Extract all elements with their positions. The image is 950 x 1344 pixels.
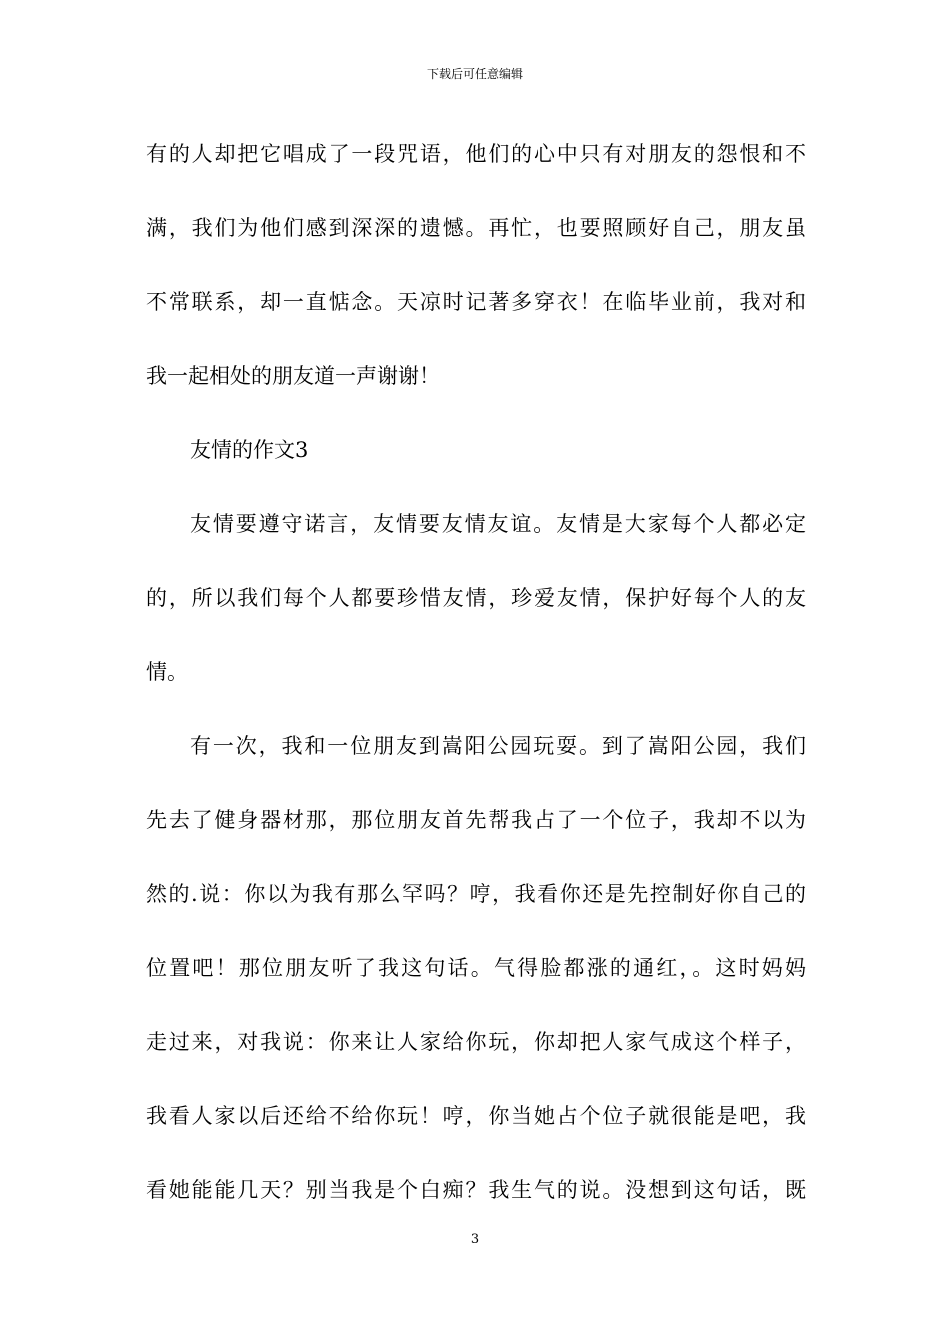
paragraph-start-line: 有一次，我和一位朋友到嵩阳公园玩耍。到了嵩阳公园，我们: [190, 734, 806, 758]
text-line: 情。: [146, 660, 188, 684]
page-header: 下载后可任意编辑: [426, 67, 523, 81]
page-number: 3: [470, 1232, 480, 1247]
text-line: 看她能能几天？别当我是个白痴？我生气的说。没想到这句话，既: [146, 1178, 806, 1202]
text-line: 先去了健身器材那，那位朋友首先帮我占了一个位子，我却不以为: [146, 808, 806, 832]
text-line: 不常联系，却一直惦念。天凉时记著多穿衣！在临毕业前，我对和: [146, 290, 806, 314]
paragraph-start-line: 友情要遵守诺言，友情要友情友谊。友情是大家每个人都必定: [190, 512, 806, 536]
text-line: 我看人家以后还给不给你玩！哼，你当她占个位子就很能是吧，我: [146, 1104, 806, 1128]
text-line: 满，我们为他们感到深深的遗憾。再忙，也要照顾好自己，朋友虽: [146, 216, 806, 240]
document-body: [146, 128, 806, 1238]
text-line: 有的人却把它唱成了一段咒语，他们的心中只有对朋友的怨恨和不: [146, 142, 806, 166]
text-line: 我一起相处的朋友道一声谢谢！: [146, 364, 440, 388]
text-line: 走过来，对我说：你来让人家给你玩，你却把人家气成这个样子，: [146, 1030, 806, 1054]
text-line: 位置吧！那位朋友听了我这句话。气得脸都涨的通红，。这时妈妈: [146, 956, 806, 980]
text-line: 的，所以我们每个人都要珍惜友情，珍爱友情，保护好每个人的友: [146, 586, 806, 610]
section-heading: 友情的作文3: [190, 438, 309, 462]
text-line: 然的.说：你以为我有那么罕吗？哼，我看你还是先控制好你自己的: [146, 882, 806, 906]
